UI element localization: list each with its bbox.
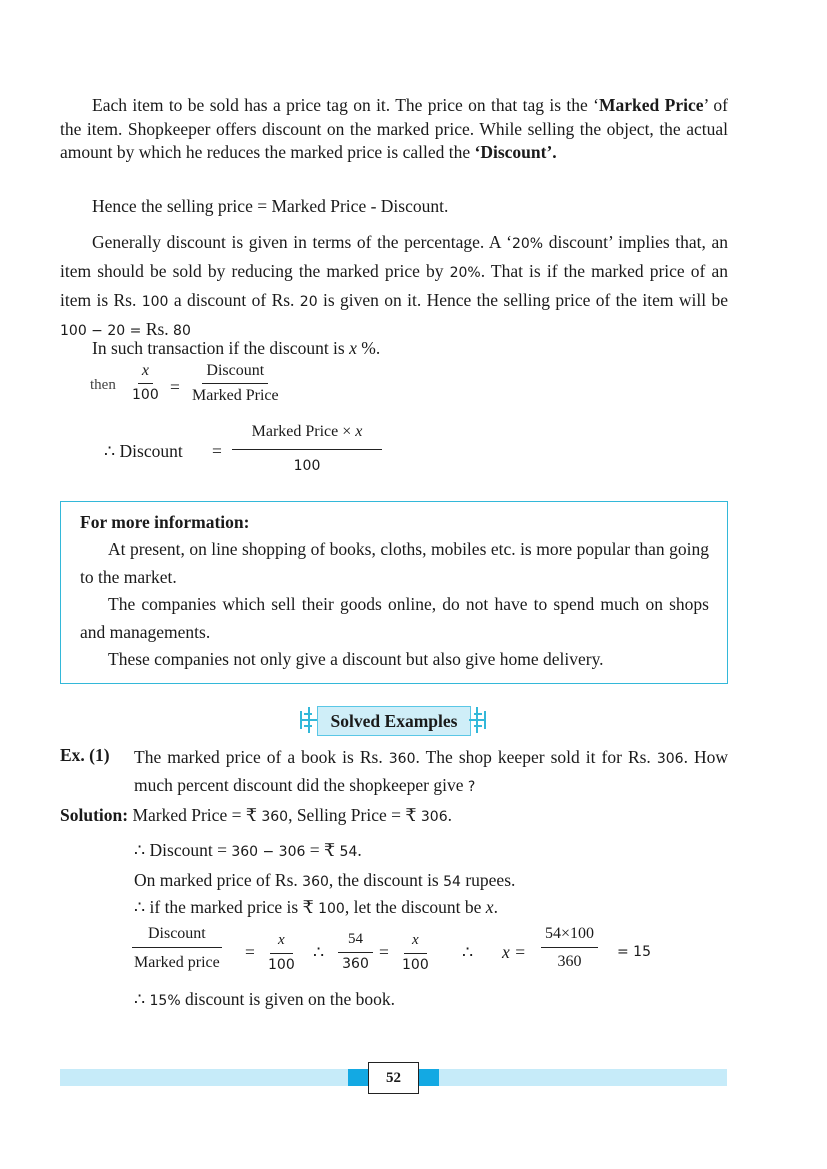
- step-value: 360: [302, 874, 329, 890]
- info-p1-text: At present, on line shopping of books, cloths, mobiles etc. is more popular than going to the market.: [80, 539, 709, 587]
- solution-label: Solution:: [60, 805, 129, 825]
- eq-fraction-54-360: [338, 931, 373, 972]
- result-text: = 15: [617, 944, 651, 960]
- conclusion-value: 15%: [149, 993, 181, 1009]
- therefore-symbol: ∴: [104, 441, 116, 461]
- x-equals: [502, 942, 526, 963]
- info-p2-text: The companies which sell their goods online, do not have to spend much on shops and managements.: [80, 594, 709, 642]
- percentage-paragraph: [60, 229, 728, 345]
- step-value: 360 − 306: [231, 844, 306, 860]
- transaction-text: In such transaction if the discount is: [92, 338, 350, 358]
- eq-fraction-x-100-b: [398, 932, 433, 973]
- q-text: The marked price of a book is Rs.: [134, 747, 389, 767]
- fraction-num: [404, 932, 427, 954]
- eq-text: =: [379, 942, 389, 962]
- fraction-den: 360: [342, 956, 369, 972]
- info-box-p3: [80, 645, 709, 673]
- then-text: then: [90, 377, 116, 393]
- pct-text: Rs.: [145, 319, 174, 339]
- info-box: [60, 501, 728, 684]
- fraction-den: Marked Price: [192, 387, 279, 404]
- info-title-text: For more information:: [80, 512, 250, 532]
- eq-fraction-x-100: [264, 932, 299, 973]
- page-number: [368, 1062, 419, 1094]
- mp-times: Marked Price ×: [251, 423, 356, 440]
- fraction-den: 360: [557, 953, 582, 970]
- info-p3-text: These companies not only give a discount but also give home delivery.: [108, 649, 604, 669]
- fraction-den: 100: [402, 957, 429, 973]
- step-discount: [134, 840, 362, 861]
- selling-price-formula: [92, 196, 448, 217]
- step-text: ∴ if the marked price is ₹: [134, 897, 319, 917]
- q-text: . How much percent discount did the shopkeeper give: [134, 747, 729, 795]
- pct-text: a discount of Rs.: [168, 290, 300, 310]
- fraction-num: [232, 423, 382, 450]
- therefore-symbol: [313, 942, 324, 963]
- fraction-num: Discount: [202, 362, 268, 384]
- discount-term: ‘Discount’.: [474, 142, 557, 162]
- pct-value: 100 − 20 =: [60, 323, 146, 339]
- pct-text: discount’ implies that, an item should be sold by reducing the marked price by: [60, 232, 728, 281]
- eq-text: =: [245, 942, 255, 962]
- pct-value: 20%: [511, 236, 544, 252]
- step-text: rupees.: [460, 870, 516, 890]
- therefore-text: ∴: [462, 942, 474, 962]
- pct-value: 80: [173, 323, 191, 339]
- step-text: , let the discount be: [344, 897, 486, 917]
- eq-text: =: [170, 377, 180, 397]
- eq-text: =: [212, 441, 222, 461]
- x-var: x: [278, 932, 285, 948]
- page-number-text: 52: [386, 1069, 401, 1086]
- step-text: = ₹: [305, 840, 340, 860]
- equals-sign: [170, 377, 180, 398]
- therefore-text: ∴: [313, 942, 325, 962]
- q-mark: ?: [467, 779, 476, 795]
- fraction-x-over-100: [128, 362, 163, 403]
- step-value: 100: [318, 901, 345, 917]
- sol-text: .: [447, 805, 452, 825]
- fraction-num: [270, 932, 293, 954]
- step-text: .: [493, 897, 498, 917]
- sol-text: Marked Price = ₹: [132, 805, 262, 825]
- sol-value: 360: [261, 809, 289, 825]
- info-box-title: [80, 508, 709, 536]
- fraction-num: Discount: [132, 925, 222, 948]
- fraction-den: 100: [293, 458, 321, 474]
- eq-fraction-discount-mp: [130, 925, 224, 972]
- banner-ornament-left-icon: [298, 707, 318, 733]
- step-text: .: [357, 840, 362, 860]
- therefore-symbol: [462, 942, 473, 963]
- conclusion-text: ∴: [134, 989, 150, 1009]
- intro-text-cont: ’ of the item. Shopkeeper offers discount on the marked price. While selling the object, the actual amount by which he reduces the marked price is called the: [60, 95, 728, 162]
- conclusion-text: discount is given on the book.: [180, 989, 395, 1009]
- eq-fraction-result: [541, 925, 598, 971]
- footer-accent-right: [419, 1069, 439, 1086]
- fraction-den: Marked price: [134, 954, 220, 971]
- sol-text: , Selling Price = ₹: [288, 805, 421, 825]
- x-var: x: [141, 362, 149, 379]
- fraction-discount-formula: [232, 423, 382, 474]
- step-text: , the discount is: [328, 870, 444, 890]
- equals-sign: [379, 942, 389, 963]
- q-text: . The shop keeper sold it for Rs.: [415, 747, 657, 767]
- step-value: 54: [339, 844, 358, 860]
- x-var: x: [485, 897, 494, 917]
- x-var: x: [412, 932, 419, 948]
- solved-examples-banner: [317, 706, 471, 736]
- info-box-p1: [80, 535, 709, 591]
- fraction-num: [138, 362, 153, 384]
- q-value: 306: [656, 751, 684, 767]
- x-var: x: [355, 423, 363, 440]
- ex-label-text: Ex. (1): [60, 745, 110, 765]
- discount-label: Discount: [119, 441, 183, 461]
- pct-value: 20: [299, 294, 318, 310]
- info-box-p2: [80, 590, 709, 646]
- step-marked-price: [134, 870, 515, 891]
- result-value: [617, 944, 651, 960]
- pct-value: 20%: [449, 265, 481, 281]
- step-value: 54: [443, 874, 461, 890]
- discount-formula-label: [104, 441, 183, 462]
- x-eq-text: x =: [502, 942, 526, 962]
- footer-accent-left: [348, 1069, 368, 1086]
- variable-x: x: [349, 338, 357, 358]
- example-label: [60, 745, 110, 766]
- fraction-den: 100: [132, 387, 159, 403]
- intro-text: Each item to be sold has a price tag on it. The price on that tag is the ‘: [92, 95, 600, 115]
- step-let-discount: [134, 897, 498, 918]
- pct-text: is given on it. Hence the selling price of the item will be: [317, 290, 728, 310]
- transaction-line: [92, 338, 380, 359]
- then-label: [90, 377, 116, 394]
- equals-sign: [212, 441, 222, 462]
- step-text: On marked price of Rs.: [134, 870, 303, 890]
- equals-sign: [245, 942, 255, 963]
- marked-price-term: Marked Price: [599, 95, 704, 115]
- pct-text: Generally discount is given in terms of the percentage. A ‘: [92, 232, 512, 252]
- fraction-num: 54: [338, 931, 373, 953]
- q-value: 360: [388, 751, 416, 767]
- example-question: [134, 744, 728, 800]
- fraction-discount-over-mp: [188, 362, 283, 405]
- pct-text: . That is if the marked price of an item is Rs.: [60, 261, 728, 310]
- fraction-den: 100: [268, 957, 295, 973]
- conclusion: [134, 989, 395, 1010]
- selling-price-text: Hence the selling price = Marked Price - Discount.: [92, 196, 449, 216]
- banner-ornament-right-icon: [468, 707, 488, 733]
- sol-value: 306: [420, 809, 448, 825]
- fraction-num: 54×100: [541, 925, 598, 948]
- intro-paragraph: [60, 94, 728, 165]
- step-text: ∴ Discount =: [134, 840, 232, 860]
- transaction-text-end: %.: [356, 338, 381, 358]
- banner-title: Solved Examples: [330, 710, 458, 731]
- solution-line: [60, 805, 452, 826]
- pct-value: 100: [141, 294, 169, 310]
